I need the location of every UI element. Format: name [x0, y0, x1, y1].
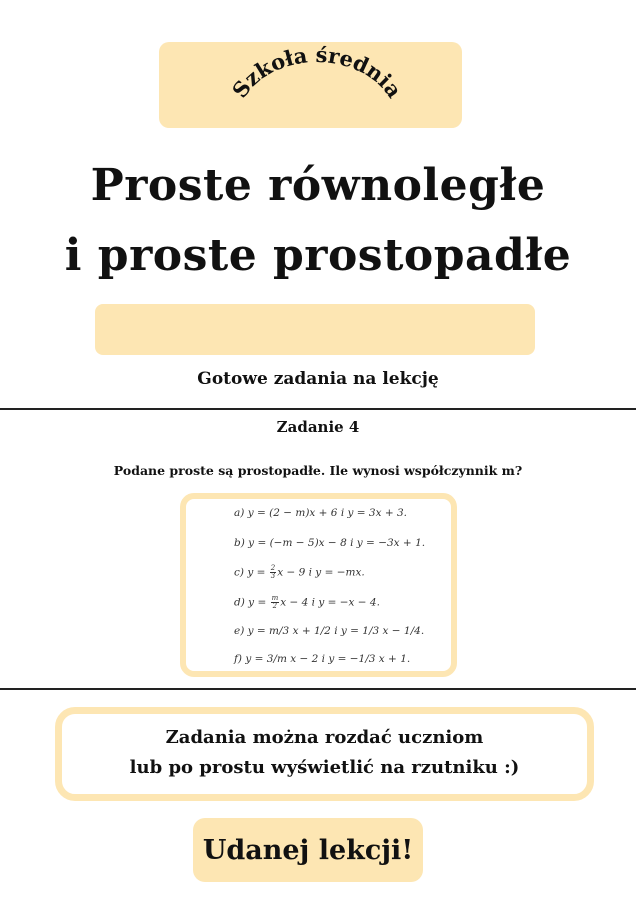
closing-banner: Udanej lekcji! [193, 818, 423, 882]
title-line-1: Proste równoległe [90, 160, 546, 211]
exercise-f [234, 653, 410, 665]
exercise-label: a) [234, 507, 245, 519]
exercise-expr: y = m/3 x + 1/2 i y = 1/3 x − 1/4. [247, 625, 425, 637]
exercise-label: d) [234, 596, 245, 609]
fraction-den: 2 [272, 602, 278, 610]
school-level-badge [159, 42, 462, 128]
exercise-expr: y = (−m − 5)x − 8 i y = −3x + 1. [248, 537, 426, 549]
exercise-d [234, 595, 380, 610]
badge-text: Szkoła średnia [226, 42, 408, 103]
fraction-num: 2 [270, 564, 276, 572]
fraction-num: m [271, 594, 279, 602]
exercise-e [234, 625, 424, 637]
fraction [271, 595, 280, 610]
exercise-expr-post: x − 4 i y = −x − 4. [280, 596, 380, 609]
note-line-1: Zadania można rozdać uczniom [165, 727, 484, 748]
exercise-label: b) [234, 537, 245, 549]
exercise-expr-pre: y = [247, 566, 269, 579]
exercise-box [180, 493, 457, 677]
exercise-label: e) [234, 625, 245, 637]
exercise-label: f) [234, 653, 242, 665]
exercise-label: c) [234, 566, 244, 579]
decorative-bar [95, 304, 535, 355]
svg-text:Szkoła średnia [227, 42, 407, 103]
subtitle: Gotowe zadania na lekcję [197, 369, 439, 389]
fraction [270, 565, 276, 580]
exercise-a [234, 507, 407, 519]
exercise-b [234, 537, 425, 549]
divider-bottom [0, 688, 636, 690]
exercise-expr-pre: y = [248, 596, 270, 609]
fraction-den: 3 [270, 572, 276, 580]
task-question: Podane proste są prostopadłe. Ile wynosi współczynnik m? [113, 463, 523, 478]
exercise-expr: y = 3/m x − 2 i y = −1/3 x + 1. [245, 653, 411, 665]
exercise-expr-post: x − 9 i y = −mx. [277, 566, 365, 579]
task-heading: Zadanie 4 [276, 418, 360, 436]
divider-top [0, 408, 636, 410]
usage-note [55, 707, 594, 801]
title-line-2: i proste prostopadłe [64, 230, 572, 281]
note-line-2: lub po prostu wyświetlić na rzutniku :) [129, 757, 520, 778]
arched-badge-text [159, 42, 462, 128]
exercise-expr: y = (2 − m)x + 6 i y = 3x + 3. [247, 507, 408, 519]
exercise-c [234, 565, 365, 580]
